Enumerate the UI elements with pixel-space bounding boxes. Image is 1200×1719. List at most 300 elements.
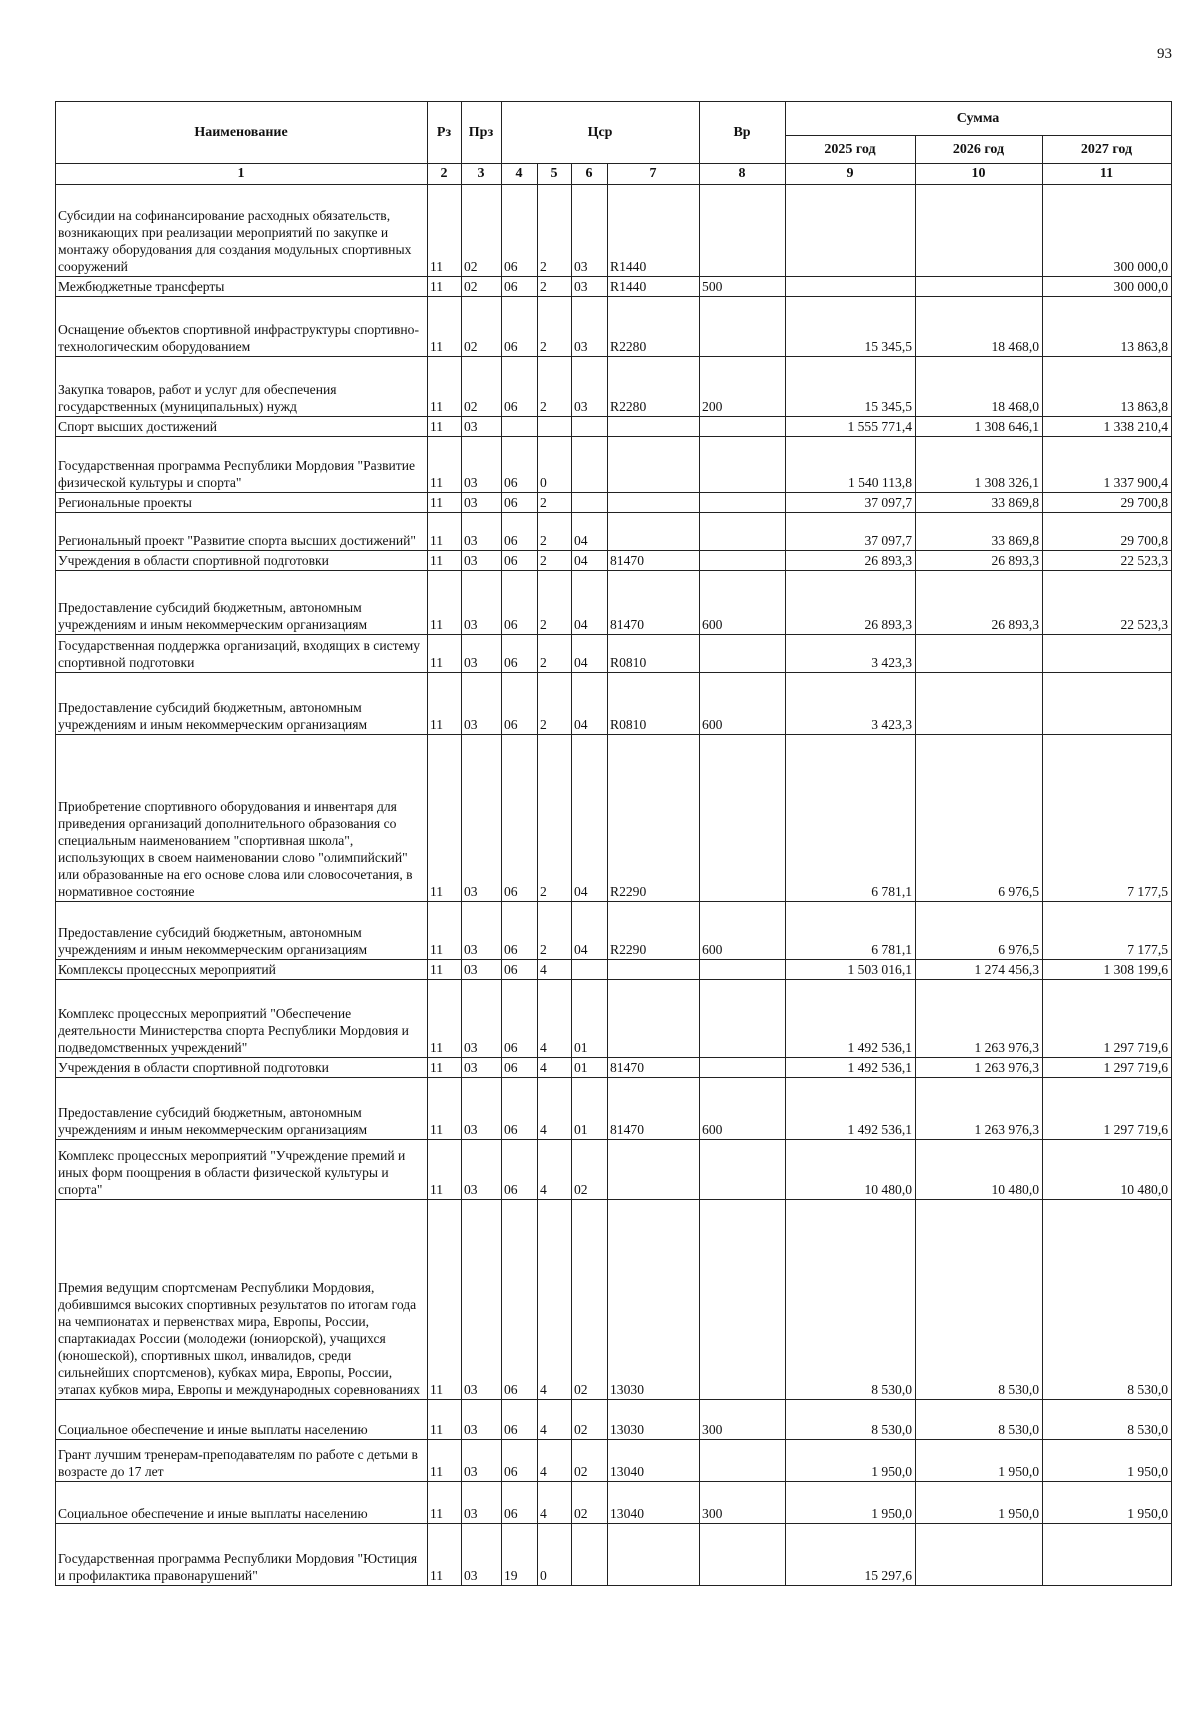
row-name: Комплексы процессных мероприятий	[56, 960, 428, 980]
row-vr: 300	[700, 1482, 786, 1524]
table-row	[56, 1078, 1172, 1140]
row-vr	[700, 1200, 786, 1400]
row-csr-type: 2	[538, 551, 572, 571]
row-sum-2027: 8 530,0	[1043, 1200, 1172, 1400]
column-number: 4	[502, 164, 538, 185]
row-sum-2026: 33 869,8	[916, 513, 1043, 551]
row-csr-direction: 13040	[608, 1440, 700, 1482]
row-sum-2025: 3 423,3	[786, 673, 916, 735]
row-vr	[700, 1524, 786, 1586]
row-csr-direction	[608, 513, 700, 551]
row-vr: 300	[700, 1400, 786, 1440]
row-sum-2026: 6 976,5	[916, 735, 1043, 902]
column-number: 3	[462, 164, 502, 185]
row-sum-2025: 26 893,3	[786, 571, 916, 635]
row-rz: 11	[428, 571, 462, 635]
row-rz: 11	[428, 357, 462, 417]
row-sum-2025: 1 492 536,1	[786, 1058, 916, 1078]
table-row	[56, 1140, 1172, 1200]
row-name: Спорт высших достижений	[56, 417, 428, 437]
row-csr-structure: 01	[572, 1078, 608, 1140]
row-csr-program: 06	[502, 1440, 538, 1482]
row-csr-type: 2	[538, 297, 572, 357]
row-sum-2025: 10 480,0	[786, 1140, 916, 1200]
table-row	[56, 1440, 1172, 1482]
row-csr-program: 06	[502, 1400, 538, 1440]
row-sum-2026: 1 263 976,3	[916, 980, 1043, 1058]
row-rz: 11	[428, 277, 462, 297]
row-csr-direction: 81470	[608, 1058, 700, 1078]
row-csr-structure: 02	[572, 1440, 608, 1482]
row-sum-2026: 8 530,0	[916, 1400, 1043, 1440]
row-sum-2025: 1 540 113,8	[786, 437, 916, 493]
row-name: Учреждения в области спортивной подготовки	[56, 551, 428, 571]
row-sum-2027: 7 177,5	[1043, 735, 1172, 902]
row-sum-2026: 1 263 976,3	[916, 1058, 1043, 1078]
row-sum-2025: 37 097,7	[786, 493, 916, 513]
row-sum-2026: 33 869,8	[916, 493, 1043, 513]
row-sum-2027: 13 863,8	[1043, 357, 1172, 417]
row-csr-program: 06	[502, 551, 538, 571]
row-sum-2026: 10 480,0	[916, 1140, 1043, 1200]
row-csr-type: 2	[538, 571, 572, 635]
row-sum-2025: 8 530,0	[786, 1200, 916, 1400]
row-sum-2026: 8 530,0	[916, 1200, 1043, 1400]
row-name: Региональный проект "Развитие спорта высших достижений"	[56, 513, 428, 551]
row-sum-2026: 26 893,3	[916, 571, 1043, 635]
row-name: Предоставление субсидий бюджетным, автономным учреждениям и иным некоммерческим организациям	[56, 571, 428, 635]
row-prz: 03	[462, 1524, 502, 1586]
row-rz: 11	[428, 1440, 462, 1482]
row-csr-program: 06	[502, 513, 538, 551]
row-sum-2025: 15 345,5	[786, 357, 916, 417]
table-row	[56, 185, 1172, 277]
row-csr-type: 4	[538, 960, 572, 980]
row-csr-direction: 13040	[608, 1482, 700, 1524]
row-vr	[700, 551, 786, 571]
row-name: Предоставление субсидий бюджетным, автономным учреждениям и иным некоммерческим организациям	[56, 1078, 428, 1140]
row-prz: 03	[462, 1078, 502, 1140]
row-rz: 11	[428, 1058, 462, 1078]
row-csr-direction: R1440	[608, 185, 700, 277]
table-row	[56, 1524, 1172, 1586]
row-name: Закупка товаров, работ и услуг для обеспечения государственных (муниципальных) нужд	[56, 357, 428, 417]
row-sum-2025: 37 097,7	[786, 513, 916, 551]
row-prz: 03	[462, 1140, 502, 1200]
table-row	[56, 1482, 1172, 1524]
row-name: Социальное обеспечение и иные выплаты населению	[56, 1400, 428, 1440]
table-row	[56, 980, 1172, 1058]
row-sum-2025	[786, 185, 916, 277]
row-name: Региональные проекты	[56, 493, 428, 513]
column-number: 7	[608, 164, 700, 185]
row-csr-program	[502, 417, 538, 437]
row-csr-structure: 03	[572, 277, 608, 297]
row-rz: 11	[428, 735, 462, 902]
row-sum-2026: 18 468,0	[916, 297, 1043, 357]
column-number: 2	[428, 164, 462, 185]
row-sum-2025: 26 893,3	[786, 551, 916, 571]
row-rz: 11	[428, 980, 462, 1058]
row-csr-direction	[608, 1524, 700, 1586]
table-row	[56, 1400, 1172, 1440]
row-vr: 600	[700, 571, 786, 635]
row-sum-2026: 18 468,0	[916, 357, 1043, 417]
row-csr-direction: 13030	[608, 1400, 700, 1440]
table-row	[56, 1058, 1172, 1078]
row-vr	[700, 493, 786, 513]
row-vr: 600	[700, 902, 786, 960]
row-sum-2027: 300 000,0	[1043, 185, 1172, 277]
row-csr-program: 06	[502, 493, 538, 513]
row-vr	[700, 635, 786, 673]
row-name: Государственная поддержка организаций, входящих в систему спортивной подготовки	[56, 635, 428, 673]
row-csr-direction: 81470	[608, 1078, 700, 1140]
row-sum-2026: 1 950,0	[916, 1482, 1043, 1524]
row-csr-program: 06	[502, 1058, 538, 1078]
column-number: 10	[916, 164, 1043, 185]
row-csr-direction	[608, 980, 700, 1058]
row-sum-2026: 1 263 976,3	[916, 1078, 1043, 1140]
row-sum-2027	[1043, 1524, 1172, 1586]
row-prz: 03	[462, 551, 502, 571]
row-rz: 11	[428, 513, 462, 551]
row-sum-2025: 6 781,1	[786, 902, 916, 960]
table-row	[56, 417, 1172, 437]
row-sum-2026: 1 308 646,1	[916, 417, 1043, 437]
row-name: Предоставление субсидий бюджетным, автономным учреждениям и иным некоммерческим организациям	[56, 902, 428, 960]
row-sum-2027: 29 700,8	[1043, 513, 1172, 551]
row-csr-program: 06	[502, 571, 538, 635]
budget-table	[55, 101, 1172, 1586]
row-csr-structure: 01	[572, 1058, 608, 1078]
row-csr-type: 2	[538, 673, 572, 735]
row-sum-2026	[916, 1524, 1043, 1586]
row-csr-program: 06	[502, 980, 538, 1058]
row-rz: 11	[428, 673, 462, 735]
row-csr-structure: 04	[572, 673, 608, 735]
table-row	[56, 437, 1172, 493]
column-number: 5	[538, 164, 572, 185]
row-csr-structure: 04	[572, 902, 608, 960]
row-sum-2025: 1 503 016,1	[786, 960, 916, 980]
row-csr-direction	[608, 417, 700, 437]
header-csr: Цср	[502, 102, 700, 164]
row-csr-direction: R2290	[608, 735, 700, 902]
row-csr-type: 4	[538, 1140, 572, 1200]
row-vr	[700, 417, 786, 437]
row-rz: 11	[428, 297, 462, 357]
row-csr-program: 19	[502, 1524, 538, 1586]
row-csr-structure	[572, 417, 608, 437]
row-sum-2025: 1 950,0	[786, 1482, 916, 1524]
row-prz: 03	[462, 1440, 502, 1482]
row-vr	[700, 960, 786, 980]
row-csr-structure: 02	[572, 1140, 608, 1200]
row-csr-program: 06	[502, 1482, 538, 1524]
row-csr-program: 06	[502, 960, 538, 980]
row-vr	[700, 513, 786, 551]
row-sum-2027: 1 297 719,6	[1043, 980, 1172, 1058]
page-number: 93	[1157, 46, 1172, 62]
row-csr-direction	[608, 1140, 700, 1200]
row-vr: 600	[700, 673, 786, 735]
row-csr-program: 06	[502, 635, 538, 673]
table-row	[56, 571, 1172, 635]
table-row	[56, 513, 1172, 551]
row-sum-2025	[786, 277, 916, 297]
header-vr: Вр	[700, 102, 786, 164]
row-csr-direction: R0810	[608, 673, 700, 735]
row-rz: 11	[428, 417, 462, 437]
row-sum-2025: 1 492 536,1	[786, 980, 916, 1058]
header-row	[56, 102, 1172, 136]
row-sum-2027: 10 480,0	[1043, 1140, 1172, 1200]
row-name: Социальное обеспечение и иные выплаты населению	[56, 1482, 428, 1524]
row-csr-direction	[608, 493, 700, 513]
row-csr-type: 2	[538, 277, 572, 297]
row-csr-direction: R2280	[608, 297, 700, 357]
row-vr	[700, 297, 786, 357]
row-csr-program: 06	[502, 1078, 538, 1140]
table-row	[56, 493, 1172, 513]
table-row	[56, 902, 1172, 960]
row-sum-2027: 13 863,8	[1043, 297, 1172, 357]
row-sum-2027: 1 297 719,6	[1043, 1078, 1172, 1140]
row-sum-2025: 1 950,0	[786, 1440, 916, 1482]
row-csr-type: 4	[538, 1200, 572, 1400]
row-vr	[700, 1058, 786, 1078]
row-prz: 03	[462, 902, 502, 960]
row-csr-direction	[608, 437, 700, 493]
row-csr-type: 4	[538, 1400, 572, 1440]
table-row	[56, 551, 1172, 571]
row-sum-2027: 1 337 900,4	[1043, 437, 1172, 493]
header-name: Наименование	[56, 102, 428, 164]
header-year-2025: 2025 год	[786, 136, 916, 164]
row-csr-program: 06	[502, 437, 538, 493]
row-csr-direction: 13030	[608, 1200, 700, 1400]
row-csr-structure: 04	[572, 635, 608, 673]
row-prz: 03	[462, 735, 502, 902]
row-sum-2026	[916, 673, 1043, 735]
row-name: Межбюджетные трансферты	[56, 277, 428, 297]
row-sum-2025: 1 492 536,1	[786, 1078, 916, 1140]
row-name: Грант лучшим тренерам-преподавателям по работе с детьми в возрасте до 17 лет	[56, 1440, 428, 1482]
row-prz: 03	[462, 493, 502, 513]
row-csr-type: 4	[538, 1482, 572, 1524]
row-vr	[700, 1140, 786, 1200]
row-csr-type: 4	[538, 1058, 572, 1078]
row-sum-2027: 22 523,3	[1043, 571, 1172, 635]
row-prz: 03	[462, 1200, 502, 1400]
row-prz: 03	[462, 1058, 502, 1078]
row-csr-program: 06	[502, 357, 538, 417]
row-prz: 03	[462, 513, 502, 551]
row-rz: 11	[428, 1140, 462, 1200]
row-csr-structure	[572, 1524, 608, 1586]
row-csr-program: 06	[502, 902, 538, 960]
row-csr-type: 4	[538, 1440, 572, 1482]
row-sum-2027: 1 950,0	[1043, 1440, 1172, 1482]
row-sum-2027: 1 950,0	[1043, 1482, 1172, 1524]
row-csr-program: 06	[502, 1140, 538, 1200]
row-sum-2027	[1043, 635, 1172, 673]
row-sum-2027: 22 523,3	[1043, 551, 1172, 571]
row-csr-structure	[572, 437, 608, 493]
row-csr-program: 06	[502, 277, 538, 297]
row-sum-2027: 300 000,0	[1043, 277, 1172, 297]
header-year-2027: 2027 год	[1043, 136, 1172, 164]
row-name: Оснащение объектов спортивной инфраструктуры спортивно-технологическим оборудованием	[56, 297, 428, 357]
row-sum-2025: 3 423,3	[786, 635, 916, 673]
row-vr: 600	[700, 1078, 786, 1140]
header-sum: Сумма	[786, 102, 1172, 136]
row-rz: 11	[428, 635, 462, 673]
row-sum-2027	[1043, 673, 1172, 735]
row-name: Премия ведущим спортсменам Республики Мордовия, добившимся высоких спортивных результатов по итогам года на чемпионатах и первенствах мира, Европы, России, спартакиадах России (молодежи (юниорской), учащихся (юношеской), спортивных школ, инвалидов, среди сильнейших спортсменов), кубках мира, Европы, России, этапах кубков мира, Европы и международных соревнованиях	[56, 1200, 428, 1400]
row-sum-2026: 1 950,0	[916, 1440, 1043, 1482]
row-sum-2027: 1 297 719,6	[1043, 1058, 1172, 1078]
row-sum-2025: 6 781,1	[786, 735, 916, 902]
row-csr-direction	[608, 960, 700, 980]
row-rz: 11	[428, 1078, 462, 1140]
row-prz: 03	[462, 571, 502, 635]
row-sum-2027: 29 700,8	[1043, 493, 1172, 513]
row-prz: 03	[462, 673, 502, 735]
row-name: Государственная программа Республики Мордовия "Развитие физической культуры и спорта"	[56, 437, 428, 493]
row-csr-program: 06	[502, 297, 538, 357]
row-csr-program: 06	[502, 185, 538, 277]
row-prz: 03	[462, 437, 502, 493]
row-name: Государственная программа Республики Мордовия "Юстиция и профилактика правонарушений"	[56, 1524, 428, 1586]
row-rz: 11	[428, 1400, 462, 1440]
row-name: Комплекс процессных мероприятий "Учреждение премий и иных форм поощрения в области физической культуры и спорта"	[56, 1140, 428, 1200]
row-sum-2026	[916, 185, 1043, 277]
row-csr-type: 2	[538, 513, 572, 551]
row-prz: 03	[462, 635, 502, 673]
row-prz: 03	[462, 1400, 502, 1440]
row-csr-structure: 02	[572, 1482, 608, 1524]
row-csr-structure: 04	[572, 571, 608, 635]
row-vr	[700, 185, 786, 277]
row-sum-2026: 1 308 326,1	[916, 437, 1043, 493]
table-row	[56, 1200, 1172, 1400]
row-rz: 11	[428, 1524, 462, 1586]
row-sum-2025: 1 555 771,4	[786, 417, 916, 437]
row-csr-direction: R2280	[608, 357, 700, 417]
row-prz: 03	[462, 980, 502, 1058]
row-prz: 03	[462, 1482, 502, 1524]
row-name: Субсидии на софинансирование расходных обязательств, возникающих при реализации мероприятий по закупке и монтажу оборудования для создания модульных спортивных сооружений	[56, 185, 428, 277]
row-csr-structure: 04	[572, 551, 608, 571]
row-csr-type: 4	[538, 980, 572, 1058]
column-number: 6	[572, 164, 608, 185]
row-csr-structure: 03	[572, 185, 608, 277]
row-name: Предоставление субсидий бюджетным, автономным учреждениям и иным некоммерческим организациям	[56, 673, 428, 735]
row-name: Комплекс процессных мероприятий "Обеспечение деятельности Министерства спорта Республики Мордовия и подведомственных учреждений"	[56, 980, 428, 1058]
row-prz: 02	[462, 357, 502, 417]
table-row	[56, 960, 1172, 980]
row-csr-structure: 01	[572, 980, 608, 1058]
row-csr-program: 06	[502, 1200, 538, 1400]
table-row	[56, 297, 1172, 357]
row-csr-structure: 02	[572, 1400, 608, 1440]
row-name: Учреждения в области спортивной подготовки	[56, 1058, 428, 1078]
row-vr	[700, 735, 786, 902]
row-csr-structure	[572, 493, 608, 513]
row-rz: 11	[428, 493, 462, 513]
table-row	[56, 357, 1172, 417]
header-rz: Рз	[428, 102, 462, 164]
row-vr	[700, 1440, 786, 1482]
row-csr-direction: R2290	[608, 902, 700, 960]
row-vr	[700, 980, 786, 1058]
row-sum-2025: 15 345,5	[786, 297, 916, 357]
table-row	[56, 735, 1172, 902]
row-csr-direction: 81470	[608, 551, 700, 571]
row-sum-2025: 8 530,0	[786, 1400, 916, 1440]
row-rz: 11	[428, 902, 462, 960]
row-csr-structure: 04	[572, 513, 608, 551]
row-csr-type: 2	[538, 735, 572, 902]
row-vr: 200	[700, 357, 786, 417]
row-csr-type: 2	[538, 493, 572, 513]
column-number: 11	[1043, 164, 1172, 185]
row-csr-type: 2	[538, 902, 572, 960]
row-sum-2026: 1 274 456,3	[916, 960, 1043, 980]
row-sum-2026	[916, 277, 1043, 297]
row-csr-structure	[572, 960, 608, 980]
row-csr-type: 0	[538, 437, 572, 493]
column-numbers-row	[56, 164, 1172, 185]
table-row	[56, 673, 1172, 735]
table-row	[56, 635, 1172, 673]
row-csr-structure: 04	[572, 735, 608, 902]
row-prz: 02	[462, 185, 502, 277]
row-sum-2027: 1 338 210,4	[1043, 417, 1172, 437]
column-number: 9	[786, 164, 916, 185]
row-csr-type: 2	[538, 357, 572, 417]
row-sum-2026	[916, 635, 1043, 673]
row-csr-type: 0	[538, 1524, 572, 1586]
row-sum-2025: 15 297,6	[786, 1524, 916, 1586]
row-name: Приобретение спортивного оборудования и инвентаря для приведения организаций дополнительного образования со специальным наименованием "спортивная школа", использующих в своем наименовании слово "олимпийский" или образованные на его основе слова или словосочетания, в нормативное состояние	[56, 735, 428, 902]
row-sum-2027: 1 308 199,6	[1043, 960, 1172, 980]
row-csr-type: 2	[538, 635, 572, 673]
row-rz: 11	[428, 437, 462, 493]
row-csr-type: 4	[538, 1078, 572, 1140]
row-csr-structure: 03	[572, 357, 608, 417]
row-rz: 11	[428, 960, 462, 980]
row-prz: 02	[462, 277, 502, 297]
row-prz: 02	[462, 297, 502, 357]
row-vr	[700, 437, 786, 493]
row-csr-structure: 03	[572, 297, 608, 357]
row-vr: 500	[700, 277, 786, 297]
row-sum-2026: 26 893,3	[916, 551, 1043, 571]
row-sum-2027: 7 177,5	[1043, 902, 1172, 960]
row-rz: 11	[428, 185, 462, 277]
row-rz: 11	[428, 1482, 462, 1524]
table-row	[56, 277, 1172, 297]
row-csr-program: 06	[502, 735, 538, 902]
row-csr-type: 2	[538, 185, 572, 277]
row-sum-2027: 8 530,0	[1043, 1400, 1172, 1440]
row-csr-direction: R0810	[608, 635, 700, 673]
row-csr-program: 06	[502, 673, 538, 735]
column-number: 1	[56, 164, 428, 185]
